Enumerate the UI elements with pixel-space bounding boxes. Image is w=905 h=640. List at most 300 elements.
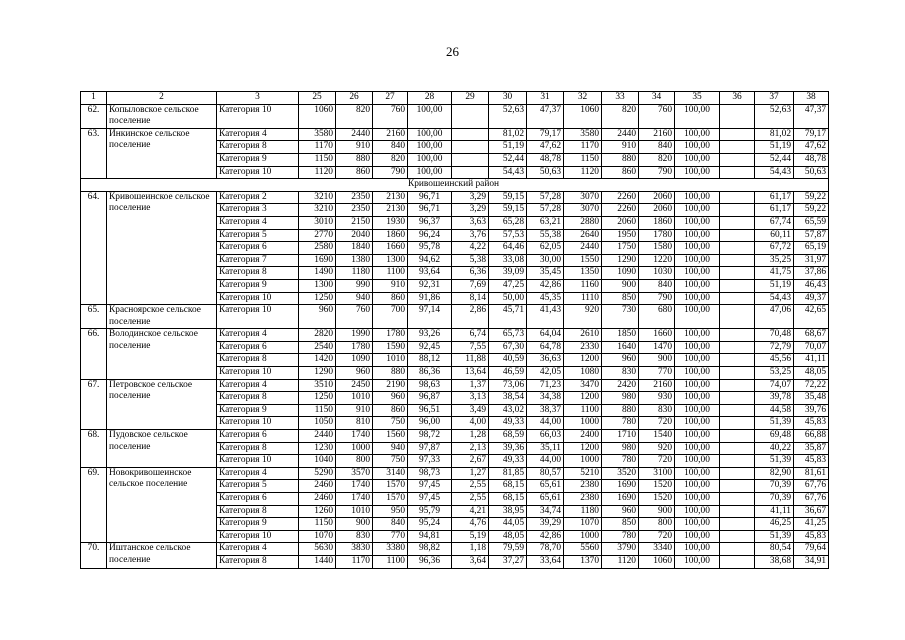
category-cell: Категория 4: [217, 329, 299, 342]
value-cell: 42,05: [527, 367, 564, 380]
value-cell: 100,00: [675, 493, 720, 506]
settlement-name: Красноярское сельское поселение: [107, 305, 217, 329]
value-cell: 41,11: [755, 505, 794, 518]
value-cell: 1350: [564, 267, 602, 280]
value-cell: [720, 191, 755, 204]
value-cell: 1060: [639, 555, 675, 568]
settlement-name: Володинское сельское поселение: [107, 329, 217, 379]
value-cell: [720, 555, 755, 568]
value-cell: 3,64: [452, 555, 489, 568]
value-cell: 59,15: [489, 191, 527, 204]
value-cell: 1740: [336, 480, 373, 493]
value-cell: 770: [373, 530, 408, 543]
value-cell: 3790: [602, 543, 639, 556]
value-cell: 79,64: [794, 543, 829, 556]
value-cell: 2460: [299, 480, 336, 493]
value-cell: 100,00: [675, 279, 720, 292]
value-cell: 3,63: [452, 216, 489, 229]
value-cell: [720, 480, 755, 493]
value-cell: 1100: [373, 267, 408, 280]
category-cell: Категория 6: [217, 493, 299, 506]
value-cell: 67,76: [794, 480, 829, 493]
value-cell: 2440: [564, 242, 602, 255]
value-cell: 3070: [564, 191, 602, 204]
column-number: 25: [299, 92, 336, 105]
category-cell: Категория 8: [217, 555, 299, 568]
category-cell: Категория 4: [217, 543, 299, 556]
value-cell: [720, 242, 755, 255]
value-cell: 100,00: [408, 166, 452, 179]
value-cell: [720, 392, 755, 405]
value-cell: 64,46: [489, 242, 527, 255]
value-cell: 47,62: [527, 141, 564, 154]
column-number: 29: [452, 92, 489, 105]
value-cell: 720: [639, 455, 675, 468]
value-cell: 86,36: [408, 367, 452, 380]
value-cell: 47,25: [489, 279, 527, 292]
value-cell: 780: [602, 455, 639, 468]
category-cell: Категория 4: [217, 216, 299, 229]
value-cell: 790: [639, 292, 675, 305]
value-cell: 100,00: [675, 467, 720, 480]
table-row: [81, 104, 829, 128]
value-cell: 51,39: [755, 455, 794, 468]
value-cell: 3380: [373, 543, 408, 556]
value-cell: 72,22: [794, 379, 829, 392]
settlement-name: Иштанское сельское поселение: [107, 543, 217, 568]
value-cell: 1560: [373, 430, 408, 443]
value-cell: 100,00: [675, 354, 720, 367]
value-cell: 100,00: [675, 404, 720, 417]
value-cell: 1520: [639, 493, 675, 506]
value-cell: 47,37: [794, 104, 829, 128]
category-cell: Категория 10: [217, 166, 299, 179]
value-cell: 1,37: [452, 379, 489, 392]
value-cell: 1740: [336, 493, 373, 506]
value-cell: 2260: [602, 191, 639, 204]
value-cell: [452, 166, 489, 179]
category-cell: Категория 2: [217, 191, 299, 204]
value-cell: [720, 467, 755, 480]
value-cell: 13,64: [452, 367, 489, 380]
value-cell: 1590: [373, 341, 408, 354]
settlement-name: Петровское сельское поселение: [107, 379, 217, 429]
value-cell: 2060: [602, 216, 639, 229]
value-cell: 100,00: [675, 242, 720, 255]
value-cell: 95,79: [408, 505, 452, 518]
value-cell: 720: [639, 530, 675, 543]
value-cell: 5560: [564, 543, 602, 556]
value-cell: 48,05: [794, 367, 829, 380]
value-cell: 42,86: [527, 279, 564, 292]
value-cell: 30,00: [527, 254, 564, 267]
value-cell: 45,35: [527, 292, 564, 305]
value-cell: 2460: [299, 493, 336, 506]
category-cell: Категория 4: [217, 467, 299, 480]
value-cell: 760: [639, 104, 675, 128]
value-cell: 94,81: [408, 530, 452, 543]
value-cell: 880: [336, 153, 373, 166]
value-cell: 53,25: [755, 367, 794, 380]
value-cell: 1170: [564, 141, 602, 154]
value-cell: 1660: [373, 242, 408, 255]
value-cell: 830: [336, 530, 373, 543]
value-cell: 65,61: [527, 493, 564, 506]
value-cell: 41,25: [794, 518, 829, 531]
value-cell: [720, 229, 755, 242]
value-cell: 1290: [602, 254, 639, 267]
value-cell: 960: [336, 367, 373, 380]
table-row: [81, 191, 829, 204]
value-cell: 100,00: [675, 229, 720, 242]
value-cell: 3140: [373, 467, 408, 480]
value-cell: 57,53: [489, 229, 527, 242]
value-cell: [452, 128, 489, 141]
value-cell: 100,00: [675, 191, 720, 204]
value-cell: 5,19: [452, 530, 489, 543]
value-cell: 34,74: [527, 505, 564, 518]
value-cell: 1370: [564, 555, 602, 568]
value-cell: 1050: [299, 417, 336, 430]
value-cell: 2330: [564, 341, 602, 354]
value-cell: 1110: [564, 292, 602, 305]
value-cell: 940: [373, 442, 408, 455]
value-cell: 2440: [336, 128, 373, 141]
value-cell: 900: [639, 505, 675, 518]
value-cell: 6,74: [452, 329, 489, 342]
value-cell: 1080: [564, 367, 602, 380]
value-cell: 820: [639, 153, 675, 166]
value-cell: 72,79: [755, 341, 794, 354]
value-cell: 1120: [564, 166, 602, 179]
value-cell: [720, 329, 755, 342]
value-cell: 79,17: [794, 128, 829, 141]
value-cell: 1750: [602, 242, 639, 255]
value-cell: 880: [602, 404, 639, 417]
value-cell: 1250: [299, 392, 336, 405]
value-cell: 750: [373, 417, 408, 430]
value-cell: 70,48: [755, 329, 794, 342]
value-cell: 59,22: [794, 191, 829, 204]
value-cell: [720, 442, 755, 455]
value-cell: 1580: [639, 242, 675, 255]
value-cell: 91,86: [408, 292, 452, 305]
value-cell: 46,59: [489, 367, 527, 380]
value-cell: 48,78: [794, 153, 829, 166]
category-cell: Категория 4: [217, 379, 299, 392]
value-cell: 100,00: [408, 153, 452, 166]
category-cell: Категория 8: [217, 442, 299, 455]
column-number: 32: [564, 92, 602, 105]
value-cell: 92,45: [408, 341, 452, 354]
value-cell: 96,00: [408, 417, 452, 430]
value-cell: 3470: [564, 379, 602, 392]
column-number: 35: [675, 92, 720, 105]
value-cell: 1000: [564, 530, 602, 543]
category-cell: Категория 10: [217, 292, 299, 305]
value-cell: 860: [602, 166, 639, 179]
value-cell: 1070: [564, 518, 602, 531]
category-cell: Категория 9: [217, 153, 299, 166]
value-cell: 1150: [564, 153, 602, 166]
value-cell: 2160: [639, 128, 675, 141]
value-cell: 3070: [564, 204, 602, 217]
settlement-name: Кривошеинское сельское поселение: [107, 191, 217, 304]
column-number-row: [81, 92, 829, 105]
value-cell: 47,37: [527, 104, 564, 128]
value-cell: 2440: [602, 128, 639, 141]
value-cell: 47,06: [755, 305, 794, 329]
value-cell: [720, 104, 755, 128]
value-cell: 700: [373, 305, 408, 329]
value-cell: 920: [564, 305, 602, 329]
value-cell: 960: [373, 392, 408, 405]
value-cell: 2260: [602, 204, 639, 217]
value-cell: 38,37: [527, 404, 564, 417]
value-cell: 62,05: [527, 242, 564, 255]
value-cell: 51,39: [755, 417, 794, 430]
column-number: 27: [373, 92, 408, 105]
value-cell: 100,00: [675, 417, 720, 430]
value-cell: 780: [602, 417, 639, 430]
value-cell: 44,00: [527, 455, 564, 468]
value-cell: 3340: [639, 543, 675, 556]
value-cell: 750: [373, 455, 408, 468]
value-cell: 92,31: [408, 279, 452, 292]
value-cell: 2190: [373, 379, 408, 392]
value-cell: 1740: [336, 430, 373, 443]
value-cell: 2,86: [452, 305, 489, 329]
value-cell: [720, 305, 755, 329]
value-cell: 69,48: [755, 430, 794, 443]
value-cell: 3830: [336, 543, 373, 556]
value-cell: 79,59: [489, 543, 527, 556]
value-cell: 5210: [564, 467, 602, 480]
value-cell: 43,02: [489, 404, 527, 417]
value-cell: 98,73: [408, 467, 452, 480]
value-cell: 39,29: [527, 518, 564, 531]
value-cell: 81,85: [489, 467, 527, 480]
value-cell: 1060: [299, 104, 336, 128]
value-cell: 840: [373, 518, 408, 531]
value-cell: 45,56: [755, 354, 794, 367]
column-number: 26: [336, 92, 373, 105]
value-cell: 6,36: [452, 267, 489, 280]
value-cell: 2400: [564, 430, 602, 443]
value-cell: 1570: [373, 493, 408, 506]
value-cell: 38,68: [755, 555, 794, 568]
value-cell: 93,64: [408, 267, 452, 280]
value-cell: 97,33: [408, 455, 452, 468]
value-cell: 44,05: [489, 518, 527, 531]
value-cell: 820: [602, 104, 639, 128]
data-table: [80, 91, 829, 569]
value-cell: 860: [373, 404, 408, 417]
category-cell: Категория 10: [217, 104, 299, 128]
value-cell: 2,55: [452, 493, 489, 506]
value-cell: 81,61: [794, 467, 829, 480]
value-cell: 39,36: [489, 442, 527, 455]
table-row: [81, 329, 829, 342]
value-cell: 1300: [299, 279, 336, 292]
column-number: 37: [755, 92, 794, 105]
value-cell: 100,00: [675, 204, 720, 217]
value-cell: 100,00: [408, 128, 452, 141]
value-cell: 3,29: [452, 204, 489, 217]
value-cell: 1100: [373, 555, 408, 568]
value-cell: 3100: [639, 467, 675, 480]
value-cell: 98,72: [408, 430, 452, 443]
value-cell: 55,38: [527, 229, 564, 242]
value-cell: 3580: [564, 128, 602, 141]
value-cell: 45,83: [794, 455, 829, 468]
value-cell: 57,28: [527, 204, 564, 217]
value-cell: 2440: [299, 430, 336, 443]
value-cell: 68,15: [489, 493, 527, 506]
column-number: 31: [527, 92, 564, 105]
value-cell: 910: [373, 279, 408, 292]
value-cell: 2770: [299, 229, 336, 242]
value-cell: 39,76: [794, 404, 829, 417]
value-cell: 1440: [299, 555, 336, 568]
value-cell: 1250: [299, 292, 336, 305]
value-cell: 3,76: [452, 229, 489, 242]
category-cell: Категория 8: [217, 392, 299, 405]
value-cell: 3,13: [452, 392, 489, 405]
value-cell: 5290: [299, 467, 336, 480]
category-cell: Категория 6: [217, 341, 299, 354]
value-cell: 100,00: [675, 505, 720, 518]
value-cell: [452, 104, 489, 128]
value-cell: 830: [639, 404, 675, 417]
value-cell: 98,82: [408, 543, 452, 556]
value-cell: 1070: [299, 530, 336, 543]
category-cell: Категория 10: [217, 305, 299, 329]
value-cell: 3210: [299, 204, 336, 217]
value-cell: 910: [602, 141, 639, 154]
value-cell: 35,45: [527, 267, 564, 280]
value-cell: 900: [602, 279, 639, 292]
value-cell: 60,11: [755, 229, 794, 242]
value-cell: [720, 404, 755, 417]
value-cell: 61,17: [755, 191, 794, 204]
value-cell: 50,63: [794, 166, 829, 179]
category-cell: Категория 8: [217, 505, 299, 518]
value-cell: 96,37: [408, 216, 452, 229]
value-cell: 100,00: [675, 305, 720, 329]
value-cell: 34,91: [794, 555, 829, 568]
value-cell: 38,54: [489, 392, 527, 405]
value-cell: 1470: [639, 341, 675, 354]
category-cell: Категория 6: [217, 430, 299, 443]
value-cell: 41,43: [527, 305, 564, 329]
value-cell: 41,75: [755, 267, 794, 280]
value-cell: 1860: [639, 216, 675, 229]
value-cell: 860: [336, 166, 373, 179]
value-cell: 900: [639, 354, 675, 367]
category-cell: Категория 8: [217, 354, 299, 367]
value-cell: 3010: [299, 216, 336, 229]
value-cell: 2610: [564, 329, 602, 342]
value-cell: 2880: [564, 216, 602, 229]
value-cell: [452, 153, 489, 166]
value-cell: 41,11: [794, 354, 829, 367]
value-cell: 66,03: [527, 430, 564, 443]
value-cell: 51,39: [755, 530, 794, 543]
value-cell: 4,76: [452, 518, 489, 531]
value-cell: 100,00: [675, 341, 720, 354]
value-cell: 96,71: [408, 191, 452, 204]
value-cell: 100,00: [675, 128, 720, 141]
value-cell: 1780: [336, 341, 373, 354]
region-name: Кривошеинский район: [81, 179, 829, 192]
value-cell: 38,95: [489, 505, 527, 518]
value-cell: 67,30: [489, 341, 527, 354]
value-cell: 36,63: [527, 354, 564, 367]
value-cell: 7,55: [452, 341, 489, 354]
value-cell: [720, 518, 755, 531]
value-cell: 35,25: [755, 254, 794, 267]
column-number: 1: [81, 92, 107, 105]
value-cell: 70,39: [755, 480, 794, 493]
value-cell: 1690: [602, 493, 639, 506]
value-cell: 94,62: [408, 254, 452, 267]
value-cell: 52,44: [489, 153, 527, 166]
value-cell: 840: [373, 141, 408, 154]
value-cell: 33,64: [527, 555, 564, 568]
value-cell: 100,00: [675, 530, 720, 543]
value-cell: 770: [639, 367, 675, 380]
category-cell: Категория 7: [217, 254, 299, 267]
value-cell: 1010: [373, 354, 408, 367]
value-cell: 65,73: [489, 329, 527, 342]
value-cell: 100,00: [675, 455, 720, 468]
value-cell: [720, 379, 755, 392]
column-number: 38: [794, 92, 829, 105]
value-cell: 67,72: [755, 242, 794, 255]
settlement-name: Копыловское сельское поселение: [107, 104, 217, 128]
value-cell: 730: [602, 305, 639, 329]
value-cell: 2150: [336, 216, 373, 229]
value-cell: 59,22: [794, 204, 829, 217]
row-number: 68.: [81, 430, 107, 468]
value-cell: 1780: [373, 329, 408, 342]
value-cell: [720, 166, 755, 179]
value-cell: 830: [602, 367, 639, 380]
value-cell: [720, 128, 755, 141]
value-cell: 1930: [373, 216, 408, 229]
value-cell: [720, 204, 755, 217]
value-cell: 40,22: [755, 442, 794, 455]
value-cell: 4,00: [452, 417, 489, 430]
value-cell: 97,45: [408, 493, 452, 506]
value-cell: 49,33: [489, 417, 527, 430]
value-cell: 850: [602, 518, 639, 531]
value-cell: 1030: [639, 267, 675, 280]
value-cell: 96,24: [408, 229, 452, 242]
value-cell: 68,15: [489, 480, 527, 493]
value-cell: 44,58: [755, 404, 794, 417]
category-cell: Категория 5: [217, 480, 299, 493]
row-number: 64.: [81, 191, 107, 304]
value-cell: 52,63: [489, 104, 527, 128]
value-cell: [720, 267, 755, 280]
value-cell: 82,90: [755, 467, 794, 480]
value-cell: [720, 417, 755, 430]
value-cell: [720, 141, 755, 154]
value-cell: 93,26: [408, 329, 452, 342]
value-cell: [720, 292, 755, 305]
